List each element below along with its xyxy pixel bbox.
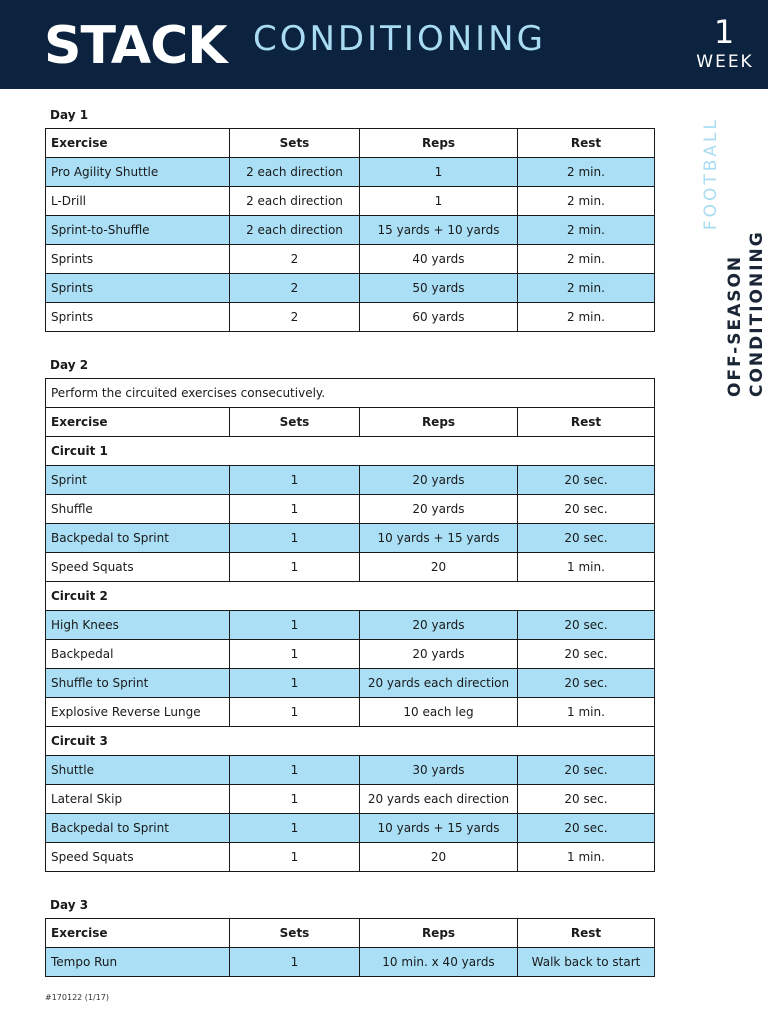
table-row (46, 948, 655, 977)
exercise-cell: Sprints (46, 274, 230, 303)
document-code: #170122 (1/17) (45, 993, 109, 1002)
table-row (46, 698, 655, 727)
sets-cell: 1 (230, 814, 360, 843)
day-3-table (45, 918, 655, 977)
exercise-cell: Speed Squats (46, 843, 230, 872)
sets-cell: 1 (230, 785, 360, 814)
circuit-label: Circuit 1 (46, 437, 655, 466)
column-header-sets: Sets (230, 129, 360, 158)
rest-cell: 20 sec. (518, 524, 655, 553)
sets-cell: 2 each direction (230, 187, 360, 216)
circuit-label: Circuit 3 (46, 727, 655, 756)
day-3-heading: Day 3 (50, 898, 89, 912)
reps-cell: 20 yards (360, 640, 518, 669)
reps-cell: 10 yards + 15 yards (360, 814, 518, 843)
day-1-table (45, 128, 655, 332)
reps-cell: 10 yards + 15 yards (360, 524, 518, 553)
circuit-section-row (46, 727, 655, 756)
exercise-cell: Sprint (46, 466, 230, 495)
reps-cell: 20 (360, 553, 518, 582)
exercise-cell: Speed Squats (46, 553, 230, 582)
reps-cell: 20 yards (360, 495, 518, 524)
table-row (46, 187, 655, 216)
reps-cell: 20 (360, 843, 518, 872)
week-label: WEEK (696, 52, 754, 72)
rest-cell: 20 sec. (518, 495, 655, 524)
sets-cell: 1 (230, 466, 360, 495)
table-row (46, 245, 655, 274)
page-header (0, 0, 768, 89)
column-header-sets: Sets (230, 408, 360, 437)
rest-cell: 20 sec. (518, 611, 655, 640)
rest-cell: 20 sec. (518, 814, 655, 843)
column-header-rest: Rest (518, 919, 655, 948)
circuit-section-row (46, 437, 655, 466)
sets-cell: 1 (230, 948, 360, 977)
exercise-cell: Backpedal to Sprint (46, 524, 230, 553)
exercise-cell: Sprint-to-Shuffle (46, 216, 230, 245)
reps-cell: 15 yards + 10 yards (360, 216, 518, 245)
sets-cell: 1 (230, 611, 360, 640)
rest-cell: 2 min. (518, 158, 655, 187)
table-row (46, 843, 655, 872)
rest-cell: 20 sec. (518, 756, 655, 785)
table-header-row (46, 129, 655, 158)
column-header-exercise: Exercise (46, 919, 230, 948)
table-row (46, 524, 655, 553)
reps-cell: 60 yards (360, 303, 518, 332)
header-title: CONDITIONING (253, 19, 546, 59)
exercise-cell: Backpedal to Sprint (46, 814, 230, 843)
reps-cell: 20 yards (360, 611, 518, 640)
rest-cell: 2 min. (518, 274, 655, 303)
reps-cell: 50 yards (360, 274, 518, 303)
table-row (46, 553, 655, 582)
reps-cell: 20 yards (360, 466, 518, 495)
exercise-cell: Shuttle (46, 756, 230, 785)
sets-cell: 1 (230, 756, 360, 785)
stack-logo: STACK (44, 16, 227, 76)
table-row (46, 669, 655, 698)
rest-cell: 1 min. (518, 698, 655, 727)
reps-cell: 30 yards (360, 756, 518, 785)
exercise-cell: Sprints (46, 245, 230, 274)
table-row (46, 274, 655, 303)
exercise-cell: L-Drill (46, 187, 230, 216)
table-row (46, 814, 655, 843)
side-category-label: FOOTBALL (701, 117, 721, 231)
table-row (46, 785, 655, 814)
exercise-cell: Lateral Skip (46, 785, 230, 814)
sets-cell: 2 each direction (230, 216, 360, 245)
column-header-exercise: Exercise (46, 408, 230, 437)
week-number: 1 (713, 13, 735, 51)
rest-cell: 20 sec. (518, 640, 655, 669)
rest-cell: 20 sec. (518, 669, 655, 698)
sets-cell: 1 (230, 524, 360, 553)
column-header-reps: Reps (360, 129, 518, 158)
day-1-heading: Day 1 (50, 108, 89, 122)
table-row (46, 640, 655, 669)
exercise-cell: Sprints (46, 303, 230, 332)
sets-cell: 1 (230, 495, 360, 524)
exercise-cell: Tempo Run (46, 948, 230, 977)
reps-cell: 10 min. x 40 yards (360, 948, 518, 977)
circuit-label: Circuit 2 (46, 582, 655, 611)
rest-cell: 2 min. (518, 245, 655, 274)
sets-cell: 1 (230, 640, 360, 669)
table-row (46, 158, 655, 187)
rest-cell: Walk back to start (518, 948, 655, 977)
sets-cell: 2 (230, 245, 360, 274)
sets-cell: 2 (230, 303, 360, 332)
column-header-reps: Reps (360, 408, 518, 437)
table-header-row (46, 919, 655, 948)
reps-cell: 1 (360, 187, 518, 216)
table-row (46, 756, 655, 785)
reps-cell: 20 yards each direction (360, 669, 518, 698)
table-row (46, 303, 655, 332)
reps-cell: 20 yards each direction (360, 785, 518, 814)
table-row (46, 611, 655, 640)
table-row (46, 466, 655, 495)
reps-cell: 10 each leg (360, 698, 518, 727)
reps-cell: 1 (360, 158, 518, 187)
sets-cell: 1 (230, 553, 360, 582)
column-header-rest: Rest (518, 408, 655, 437)
day-2-note: Perform the circuited exercises consecutively. (46, 379, 655, 408)
rest-cell: 2 min. (518, 187, 655, 216)
day-2-heading: Day 2 (50, 358, 89, 372)
table-header-row (46, 408, 655, 437)
exercise-cell: Pro Agility Shuttle (46, 158, 230, 187)
side-program-label: OFF-SEASON CONDITIONING (725, 230, 767, 397)
sets-cell: 2 (230, 274, 360, 303)
day-2-table (45, 378, 655, 872)
sets-cell: 1 (230, 669, 360, 698)
rest-cell: 2 min. (518, 303, 655, 332)
exercise-cell: Shuffle to Sprint (46, 669, 230, 698)
sets-cell: 1 (230, 698, 360, 727)
rest-cell: 1 min. (518, 553, 655, 582)
column-header-exercise: Exercise (46, 129, 230, 158)
table-row (46, 216, 655, 245)
reps-cell: 40 yards (360, 245, 518, 274)
rest-cell: 1 min. (518, 843, 655, 872)
exercise-cell: High Knees (46, 611, 230, 640)
table-note-row (46, 379, 655, 408)
rest-cell: 20 sec. (518, 785, 655, 814)
table-row (46, 495, 655, 524)
side-label (700, 117, 767, 397)
column-header-reps: Reps (360, 919, 518, 948)
exercise-cell: Shuffle (46, 495, 230, 524)
column-header-sets: Sets (230, 919, 360, 948)
rest-cell: 20 sec. (518, 466, 655, 495)
rest-cell: 2 min. (518, 216, 655, 245)
exercise-cell: Explosive Reverse Lunge (46, 698, 230, 727)
sets-cell: 2 each direction (230, 158, 360, 187)
sets-cell: 1 (230, 843, 360, 872)
circuit-section-row (46, 582, 655, 611)
exercise-cell: Backpedal (46, 640, 230, 669)
column-header-rest: Rest (518, 129, 655, 158)
